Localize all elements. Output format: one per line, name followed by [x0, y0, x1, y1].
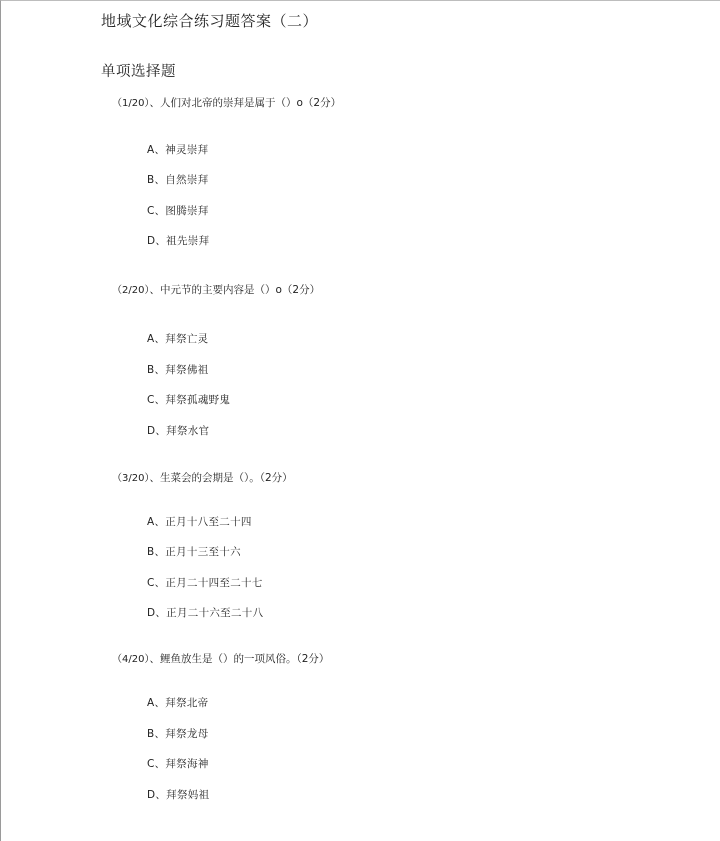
- option-3c: C、正月二十四至二十七: [147, 577, 263, 589]
- question-number: （1/20）: [112, 98, 150, 109]
- option-1b: B、自然崇拜: [147, 174, 209, 186]
- option-2b: B、拜祭佛祖: [147, 364, 209, 376]
- question-number: （2/20）: [112, 285, 150, 296]
- section-title: 单项选择题: [101, 64, 176, 80]
- option-1d: D、祖先崇拜: [147, 235, 210, 247]
- option-4d: D、拜祭妈祖: [147, 789, 210, 801]
- option-2a: A、拜祭亡灵: [147, 333, 209, 345]
- option-4b: B、拜祭龙母: [147, 728, 209, 740]
- option-3a: A、正月十八至二十四: [147, 516, 252, 528]
- option-3d: D、正月二十六至二十八: [147, 607, 264, 619]
- option-2d: D、拜祭水官: [147, 425, 210, 437]
- question-number: （4/20）: [112, 654, 150, 665]
- option-1a: A、神灵崇拜: [147, 144, 209, 156]
- question-text: 、生菜会的会期是（）。（2分）: [149, 472, 293, 484]
- question-text: 、中元节的主要内容是（）o（2分）: [149, 284, 321, 296]
- option-4a: A、拜祭北帝: [147, 697, 209, 709]
- option-2c: C、拜祭孤魂野鬼: [147, 394, 231, 406]
- question-3: [112, 469, 293, 485]
- question-4: [112, 650, 329, 666]
- question-text: 、人们对北帝的崇拜是属于（）o（2分）: [149, 97, 342, 109]
- question-2: [112, 281, 320, 297]
- document-title: 地域文化综合练习题答案（二）: [101, 12, 319, 30]
- question-text: 、鲤鱼放生是（）的一项风俗。（2分）: [149, 653, 330, 665]
- question-1: [112, 94, 341, 110]
- option-4c: C、拜祭海神: [147, 758, 209, 770]
- option-1c: C、图腾崇拜: [147, 205, 209, 217]
- option-3b: B、正月十三至十六: [147, 546, 241, 558]
- question-number: （3/20）: [112, 473, 150, 484]
